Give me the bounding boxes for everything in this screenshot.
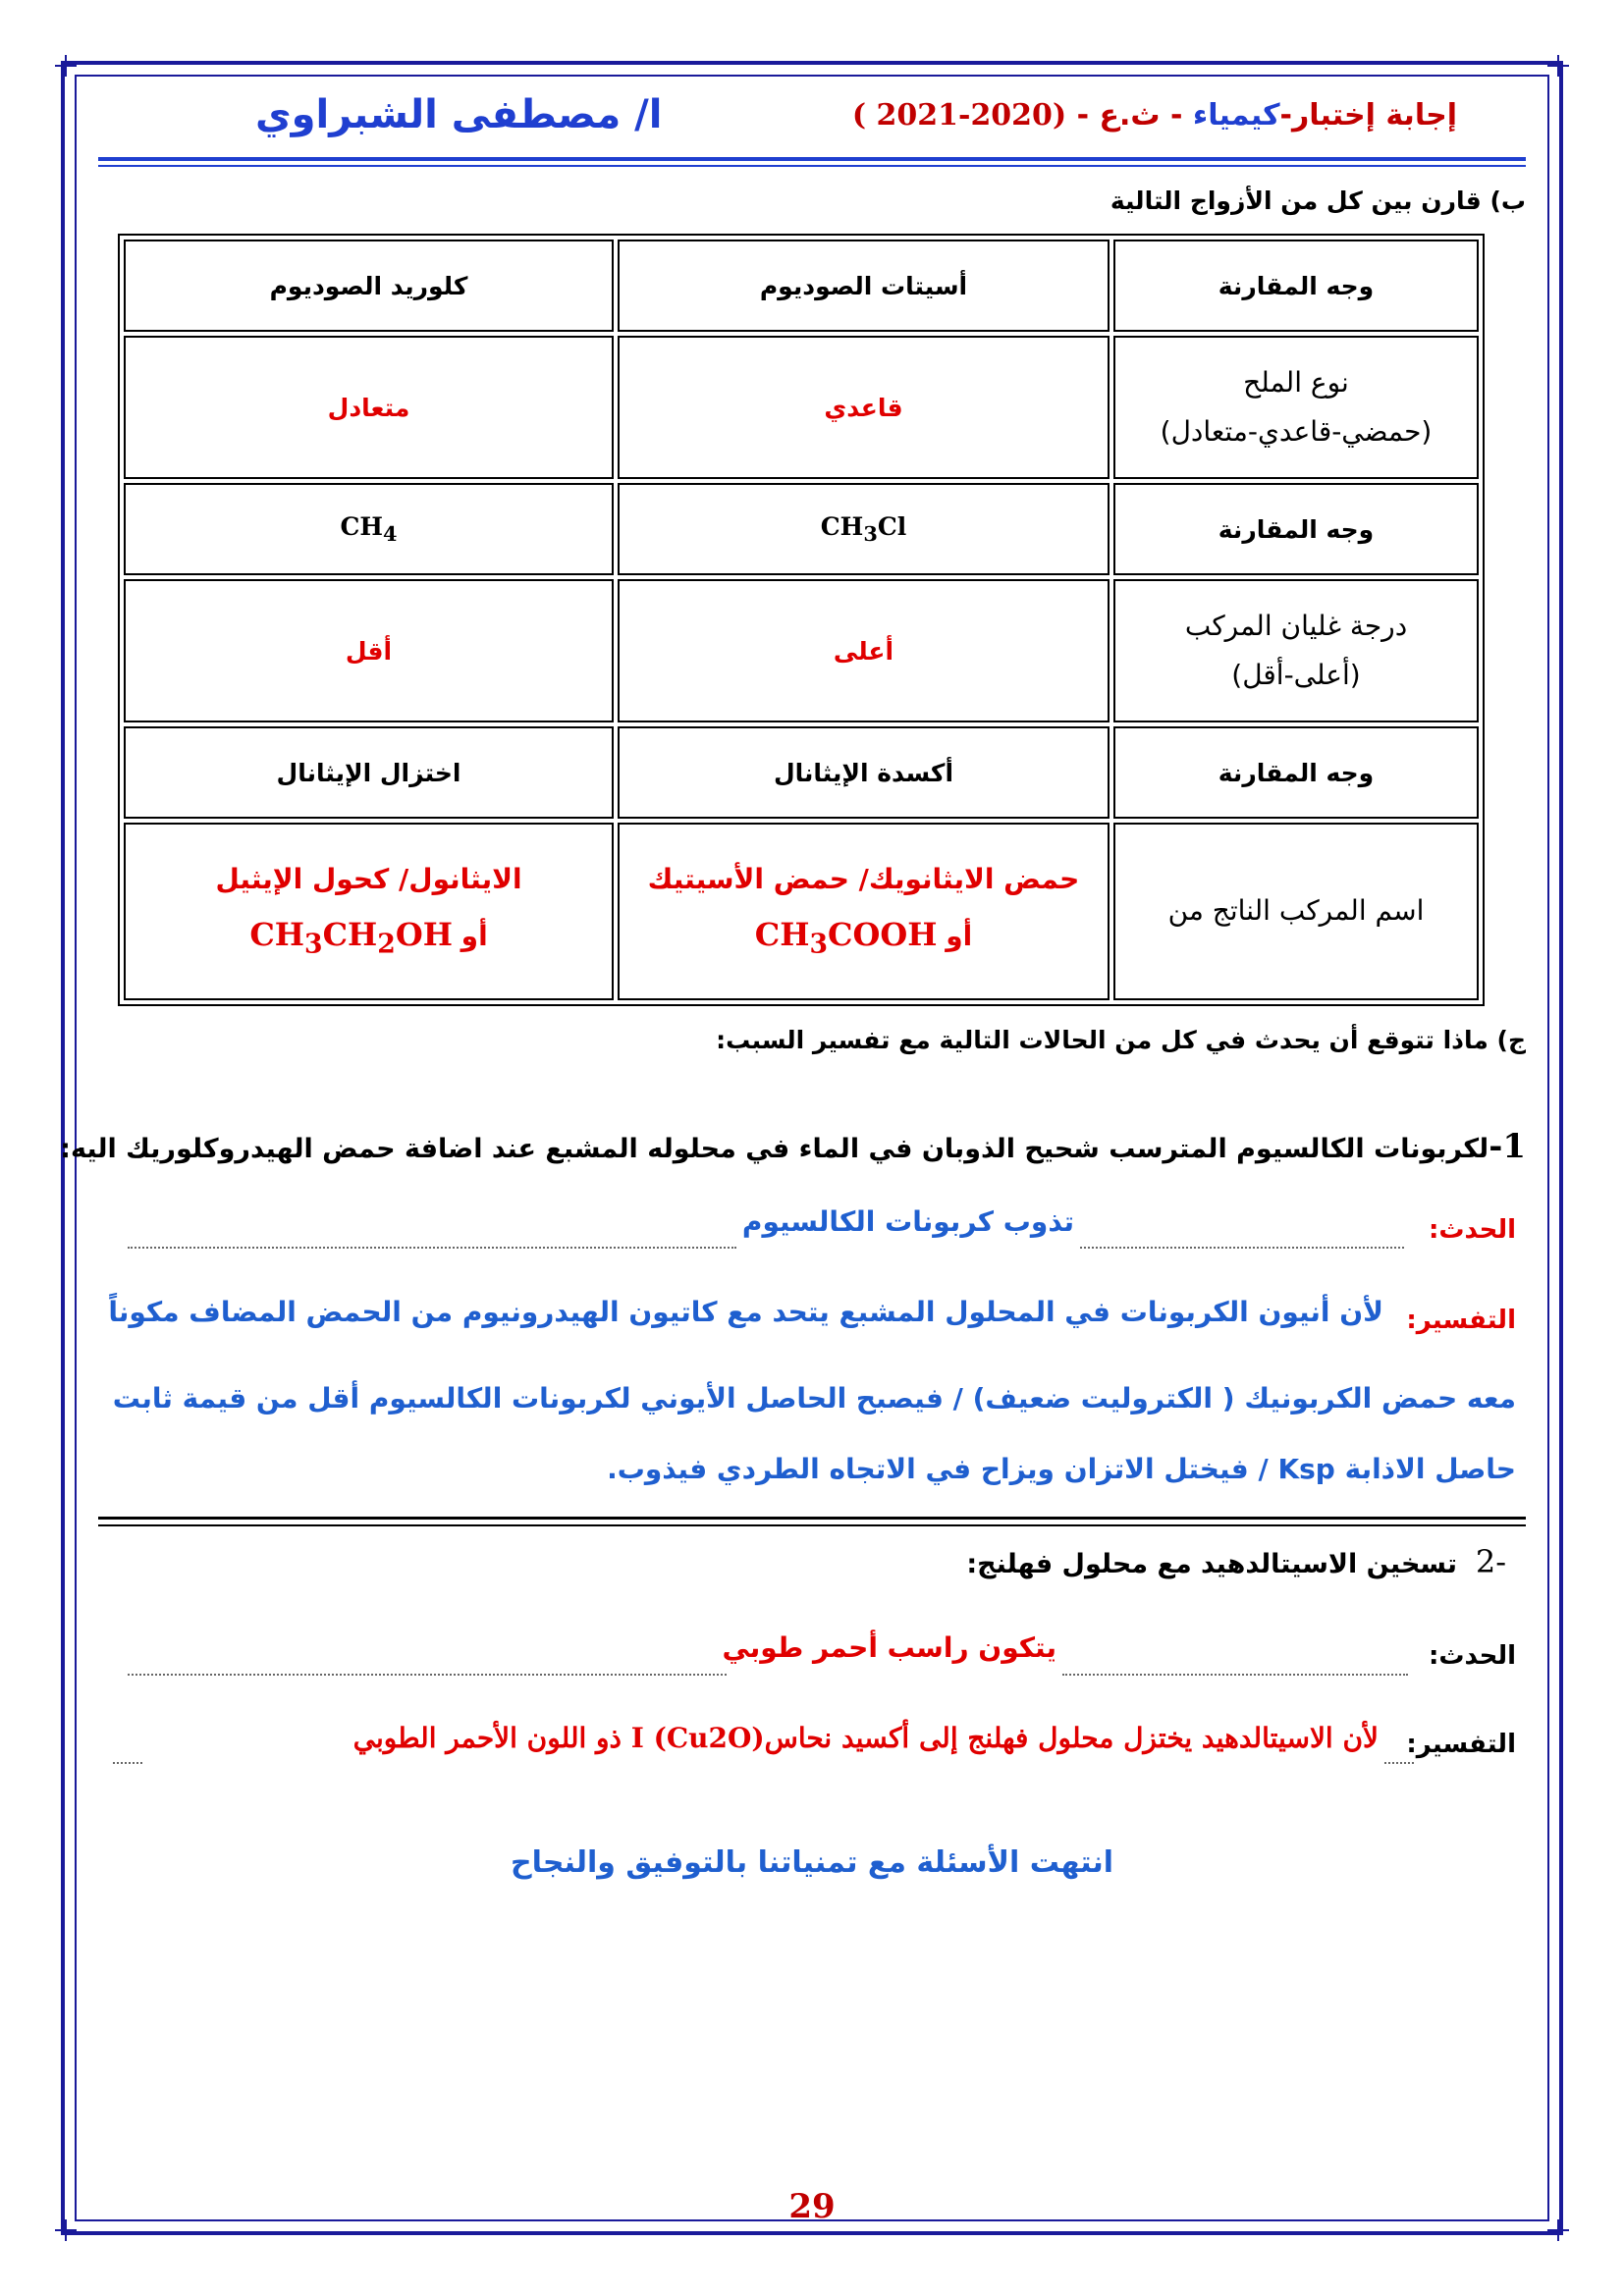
table-row (124, 483, 1479, 575)
cell-line: (حمضي-قاعدي-متعادل) (1160, 415, 1433, 448)
table-row (124, 336, 1479, 479)
question-2 (966, 1543, 1506, 1580)
table-cell: اختزال الإيثانال (124, 726, 614, 819)
table-cell (1113, 579, 1479, 722)
table-cell: اسم المركب الناتج من (1113, 823, 1479, 1000)
page-number: 29 (788, 2187, 836, 2226)
table-cell: أسيتات الصوديوم (618, 240, 1110, 332)
question-number: 1- (1489, 1127, 1526, 1166)
cell-line (127, 905, 611, 970)
closing-message: انتهت الأسئلة مع تمنياتنا بالتوفيق والنجاح (510, 1845, 1114, 1880)
section-b-heading: ب) قارن بين كل من الأزواج التالية (1110, 187, 1526, 215)
section-c-heading: ج) ماذا تتوقع أن يحدث في كل من الحالات التالية مع تفسير السبب: (716, 1026, 1526, 1054)
table-cell: وجه المقارنة (1113, 240, 1479, 332)
dotted-line (1384, 1762, 1414, 1764)
explain-line: حاصل الاذابة Ksp / فيختل الاتزان ويزاح في الاتجاه الطردي فيذوب. (607, 1453, 1516, 1485)
table-row (124, 579, 1479, 722)
corner-mark (1547, 55, 1569, 77)
cell-line (621, 905, 1107, 970)
dotted-line (1062, 1674, 1408, 1676)
cell-line: حمض الايثانويك/ حمض الأسيتيك (647, 862, 1080, 895)
cell-line: درجة غليان المركب (1184, 609, 1408, 642)
section-rule (98, 1524, 1526, 1526)
formula: $CH_3CH_2OH$ (249, 916, 453, 960)
table-cell: متعادل (124, 336, 614, 479)
cell-line: نوع الملح (1243, 365, 1349, 399)
formula: $CH_3COOH$ (754, 916, 938, 960)
event-answer: يتكون راسب أحمر طوبي (722, 1631, 1056, 1664)
header-rule (98, 165, 1526, 167)
table-cell: $CH_3Cl$ (618, 483, 1110, 575)
cell-line: الايثانول/ كحول الإيثيل (215, 862, 522, 895)
table-row (124, 240, 1479, 332)
question-number: -2 (1475, 1543, 1506, 1580)
table-row (124, 823, 1479, 1000)
dotted-line (113, 1762, 142, 1764)
corner-mark (55, 55, 77, 77)
table-cell: وجه المقارنة (1113, 726, 1479, 819)
question-1 (60, 1127, 1526, 1166)
table-cell: وجه المقارنة (1113, 483, 1479, 575)
exam-title: إجابة إختبار-كيمياء - ث.ع - (2020-2021 ) (851, 98, 1457, 133)
header-rule (98, 157, 1526, 161)
comparison-table (118, 234, 1485, 1006)
explain-line: لأن أنيون الكربونات في المحلول المشبع يتحد مع كاتيون الهيدرونيوم من الحمض المضاف مكوناً (108, 1296, 1383, 1328)
table-cell (1113, 336, 1479, 479)
table-row (124, 726, 1479, 819)
table-cell: أقل (124, 579, 614, 722)
page-header (98, 90, 1526, 153)
section-rule (98, 1517, 1526, 1520)
cell-line: (أعلى-أقل) (1231, 659, 1361, 691)
table-cell (618, 823, 1110, 1000)
dotted-line (128, 1674, 727, 1676)
table-cell: أكسدة الإيثانال (618, 726, 1110, 819)
explain-label: التفسير: (1406, 1730, 1516, 1759)
event-answer: تذوب كربونات الكالسيوم (741, 1205, 1074, 1238)
explain-answer: لأن الاسيتالدهيد يختزل محلول فهلنج إلى أكسيد نحاسI (Cu2O) ذو اللون الأحمر الطوبي (352, 1722, 1379, 1754)
dotted-line (1080, 1247, 1404, 1249)
table-cell: $CH_4$ (124, 483, 614, 575)
dotted-line (128, 1247, 736, 1249)
table-cell: أعلى (618, 579, 1110, 722)
question-text: تسخين الاسيتالدهيد مع محلول فهلنج: (966, 1549, 1458, 1579)
explain-label: التفسير: (1406, 1306, 1516, 1335)
table-cell: قاعدي (618, 336, 1110, 479)
table-cell: كلوريد الصوديوم (124, 240, 614, 332)
event-label: الحدث: (1429, 1641, 1516, 1671)
or-word: أو (946, 920, 973, 953)
or-word: أو (460, 920, 488, 953)
table-cell (124, 823, 614, 1000)
explain-line: معه حمض الكربونيك ( الكتروليت ضعيف) / فيصبح الحاصل الأيوني لكربونات الكالسيوم أقل من قيمة ثابت (112, 1382, 1516, 1415)
author-name: ا/ مصطفى الشبراوي (255, 92, 663, 137)
question-text: لكربونات الكالسيوم المترسب شحيح الذوبان في الماء في محلوله المشبع عند اضافة حمض الهيدروكلوريك اليه: (60, 1134, 1489, 1164)
event-label: الحدث: (1429, 1215, 1516, 1245)
